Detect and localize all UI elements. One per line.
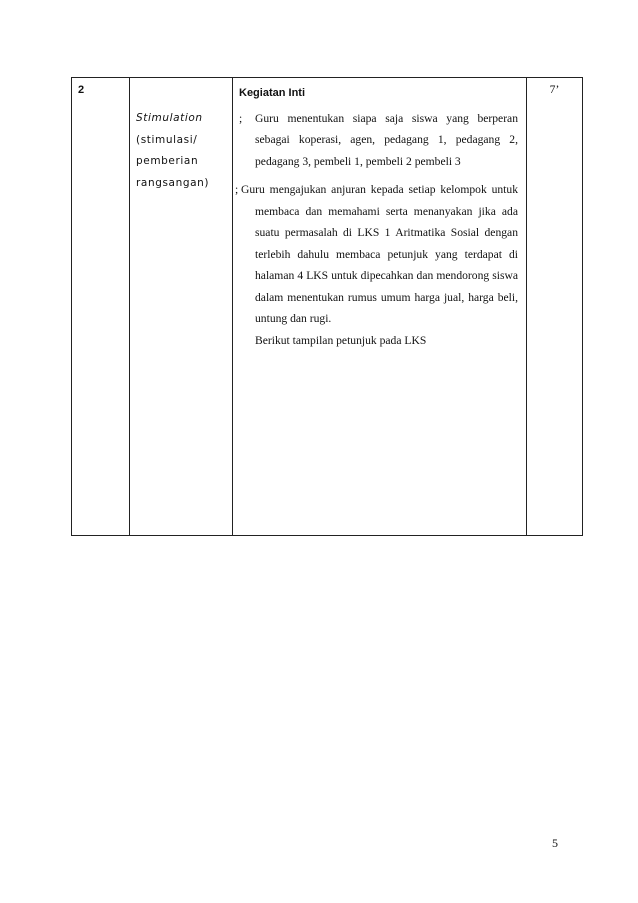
time-allocation: 7’: [549, 83, 560, 96]
row-number: 2: [78, 84, 85, 96]
activity-item-1-text: Guru menentukan siapa saja siswa yang berperan sebagai koperasi, agen, pedagang 1, pedagang 2, pedagang 3, pembeli 1, pembeli 2 pembeli 3: [255, 111, 518, 168]
activity-item-2: [235, 179, 518, 330]
activity-item-1: [239, 108, 518, 173]
activity-item-2-text: Guru mengajukan anjuran kepada setiap kelompok untuk membaca dan memahami serta menanyakan jika ada suatu permasalah di LKS 1 Aritmatika Sosial dengan terlebih dahulu membaca petunjuk yang terdapat di halaman 4 LKS untuk dipecahkan dan mendorong siswa dalam menentukan rumus umum harga jual, harga beli, untung dan rugi.: [241, 183, 518, 325]
activity-note: Berikut tampilan petunjuk pada LKS: [255, 333, 427, 347]
lesson-plan-table: [71, 77, 583, 536]
step-cell: [130, 78, 233, 536]
step-line-1: (stimulasi/: [136, 133, 198, 146]
activity-heading: Kegiatan Inti: [239, 87, 306, 99]
step-title: Stimulation: [136, 112, 203, 124]
row-number-cell: [72, 78, 130, 536]
table-row: [72, 78, 583, 536]
step-line-3: rangsangan): [136, 176, 210, 189]
activity-item-2-bullet: ;: [235, 183, 239, 196]
page-number: 5: [552, 836, 558, 850]
activity-cell: [233, 78, 527, 536]
activity-item-1-bullet: ;: [239, 111, 243, 125]
time-cell: [527, 78, 583, 536]
step-line-2: pemberian: [136, 155, 199, 167]
